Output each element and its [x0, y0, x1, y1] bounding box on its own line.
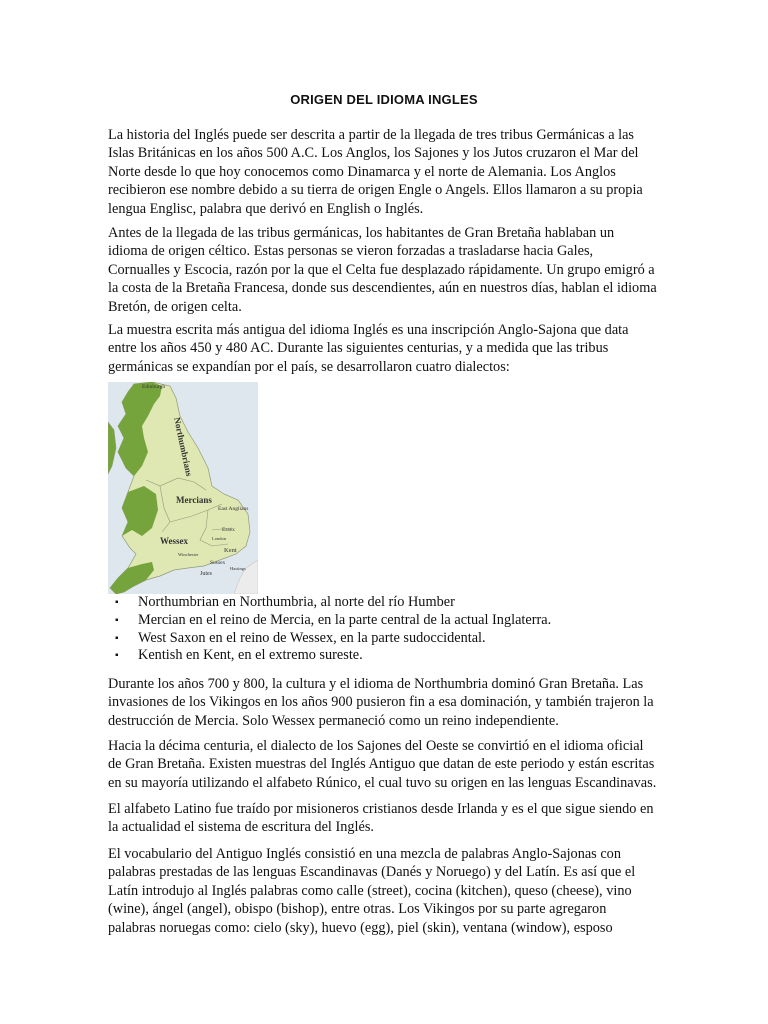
map-label: Wessex — [160, 536, 188, 546]
paragraph-line: recibieron ese nombre debido a su tierra de origen Engle o Angels. Ellos llamaron a su propia — [108, 182, 643, 199]
map-label: Essex — [222, 527, 235, 533]
paragraph-line: destrucción de Mercia. Solo Wessex permaneció como un reino independiente. — [108, 712, 559, 729]
list-item-text: Kentish en Kent, en el extremo sureste. — [138, 647, 363, 664]
paragraph-line: palabras prestadas de las lenguas Escandinavas (Danés y Noruego) y del Latín. Es así que el — [108, 864, 636, 881]
paragraph-line: la actualidad el sistema de escritura del Inglés. — [108, 819, 374, 836]
paragraph-line: lengua Englisc, palabra que derivó en English o Inglés. — [108, 200, 424, 217]
paragraph-line: La historia del Inglés puede ser descrita a partir de la llegada de tres tribus Germánicas a las — [108, 127, 634, 143]
paragraph-line: germánicas se expandían por el país, se desarrollaron cuatro dialectos: — [108, 358, 510, 375]
paragraph-line: El vocabulario del Antiguo Inglés consistió en una mezcla de palabras Anglo-Sajonas con — [108, 846, 621, 862]
bullet-marker: ▪ — [115, 650, 119, 662]
paragraph-line: Norte desde lo que hoy conocemos como Dinamarca y el norte de Alemania. Los Anglos — [108, 163, 616, 180]
paragraph-latin-alphabet — [108, 800, 668, 837]
list-item-text: Northumbrian en Northumbria, al norte del río Humber — [138, 594, 455, 610]
paragraph-line: en su mayoría utilizando el alfabeto Rúnico, el cual tuvo su origen en las lenguas Escandinavas. — [108, 774, 657, 791]
list-item — [108, 630, 551, 648]
paragraph-line: entre los años 450 y 480 AC. Durante las siguientes centurias, y a medida que las tribus — [108, 340, 609, 357]
paragraph-line: palabras noruegas como: cielo (sky), huevo (egg), piel (skin), ventana (window), esposo — [108, 919, 613, 936]
map-label: Jutes — [200, 571, 212, 577]
paragraph-line: Islas Británicas en los años 500 A.C. Los Anglos, los Sajones y los Jutos cruzaron el Mar del — [108, 145, 639, 162]
paragraph-west-saxon — [108, 737, 668, 792]
map-label: Mercians — [176, 495, 212, 505]
paragraph-line: El alfabeto Latino fue traído por misioneros cristianos desde Irlanda y es el que sigue siendo en — [108, 801, 654, 817]
document-title: ORIGEN DEL IDIOMA INGLES — [290, 92, 478, 107]
list-item — [108, 647, 551, 665]
paragraph-dialects-intro — [108, 321, 668, 376]
map-label: East Anglians — [218, 506, 249, 512]
list-item — [108, 594, 551, 612]
paragraph-line: Cornualles y Escocia, razón por la que el Celta fue desplazado rápidamente. Un grupo emigró a — [108, 261, 655, 278]
list-item-text: Mercian en el reino de Mercia, en la parte central de la actual Inglaterra. — [138, 611, 552, 628]
bullet-marker: ▪ — [115, 597, 119, 608]
bullet-marker: ▪ — [115, 632, 119, 644]
paragraph-line: idioma de origen céltico. Estas personas se vieron forzadas a trasladarse hacia Gales, — [108, 243, 594, 260]
paragraph-line: Bretón, de origen celta. — [108, 298, 242, 315]
paragraph-line: Antes de la llegada de las tribus germánicas, los habitantes de Gran Bretaña hablaban un — [108, 225, 615, 241]
paragraph-history — [108, 126, 668, 218]
paragraph-celtic — [108, 224, 668, 316]
paragraph-line: (wine), ángel (angel), obispo (bishop), entre otras. Los Vikingos por su parte agregaron — [108, 901, 607, 918]
map-label: Hastings — [230, 566, 246, 571]
paragraph-line: la costa de la Bretaña Francesa, donde sus descendientes, aún en nuestros días, hablan el idioma — [108, 280, 657, 297]
paragraph-line: invasiones de los Vikingos en los años 900 pusieron fin a esa dominación, y también trajeron la — [108, 694, 654, 711]
list-item-text: West Saxon en el reino de Wessex, en la parte sudoccidental. — [138, 629, 486, 646]
paragraph-line: de Gran Bretaña. Existen muestras del Inglés Antiguo que datan de este periodo y están escritas — [108, 756, 655, 773]
paragraph-northumbria — [108, 675, 668, 730]
dialect-list — [108, 594, 551, 665]
paragraph-line: Latín introdujo al Inglés palabras como calle (street), cocina (kitchen), queso (cheese), vino — [108, 882, 632, 899]
map-label: Edinburgh — [142, 384, 166, 390]
bullet-marker: ▪ — [115, 614, 119, 626]
map-label: Kent — [224, 547, 237, 554]
map-label: London — [212, 536, 226, 541]
map-label: Sussex — [210, 560, 226, 566]
paragraph-vocabulary — [108, 845, 668, 937]
paragraph-line: Hacia la décima centuria, el dialecto de los Sajones del Oeste se convirtió en el idioma oficial — [108, 738, 644, 754]
map-label: Winchester — [178, 552, 199, 557]
anglo-saxon-kingdoms-map — [108, 382, 258, 594]
paragraph-line: Durante los años 700 y 800, la cultura y el idioma de Northumbria dominó Gran Bretaña. Las — [108, 676, 644, 692]
list-item — [108, 612, 551, 630]
map-label: Northumbrians — [172, 416, 195, 478]
paragraph-line: La muestra escrita más antigua del idioma Inglés es una inscripción Anglo-Sajona que data — [108, 322, 629, 338]
